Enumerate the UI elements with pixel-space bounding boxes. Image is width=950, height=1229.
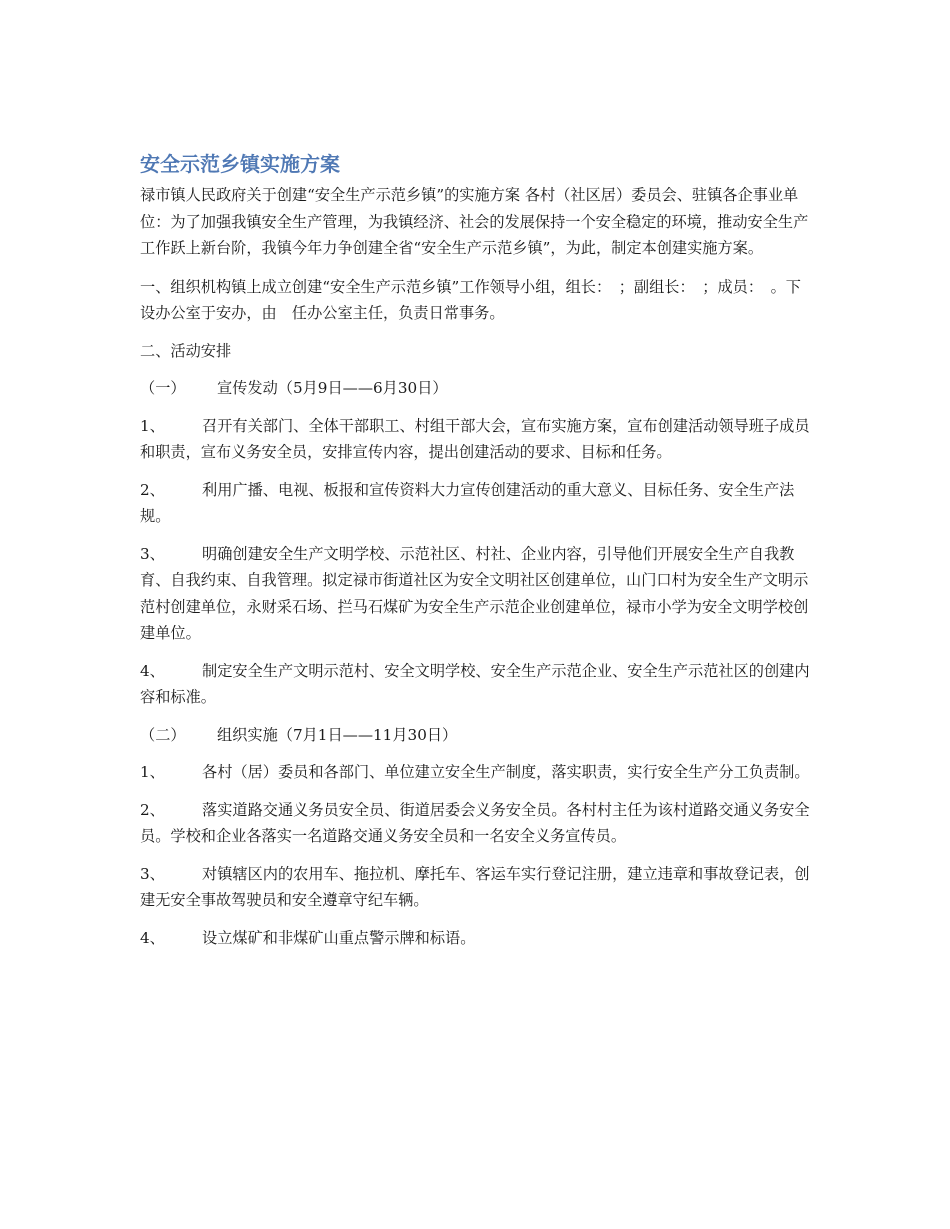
item-number: 4、 (140, 928, 165, 947)
subsection-number: （一） (140, 379, 186, 397)
item-number: 1、 (140, 763, 165, 781)
item-text: 明确创建安全生产文明学校、示范社区、村社、企业内容，引导他们开展安全生产自我教育、自我约束、自我管理。拟定禄市街道社区为安全文明社区创建单位，山门口村为安全生产文明示范村创建单位，永财采石场、拦马石煤矿为安全生产示范企业创建单位，禄市小学为安全文明学校创建单位。 (140, 544, 809, 642)
item-text: 落实道路交通义务员安全员、街道居委会义务安全员。各村村主任为该村道路交通义务安全员。学校和企业各落实一名道路交通义务安全员和一名安全义务宣传员。 (140, 800, 810, 845)
item-text: 召开有关部门、全体干部职工、村组干部大会，宣布实施方案，宣布创建活动领导班子成员和职责，宣布义务安全员，安排宣传内容，提出创建活动的要求、目标和任务。 (140, 416, 810, 461)
list-item (140, 477, 810, 530)
list-item (140, 658, 810, 711)
item-text: 各村（居）委员和各部门、单位建立安全生产制度，落实职责，实行安全生产分工负责制。 (202, 763, 810, 781)
item-number: 2、 (140, 800, 165, 819)
item-text: 制定安全生产文明示范村、安全文明学校、安全生产示范企业、安全生产示范社区的创建内容和标准。 (140, 661, 810, 706)
item-number: 3、 (140, 544, 165, 563)
list-item (140, 925, 810, 952)
list-item (140, 797, 810, 850)
list-item (140, 861, 810, 914)
subsection-text: 组织实施（7月1日——11月30日） (217, 725, 458, 744)
item-text: 对镇辖区内的农用车、拖拉机、摩托车、客运车实行登记注册，建立违章和事故登记表，创建无安全事故驾驶员和安全遵章守纪车辆。 (140, 864, 810, 909)
intro-paragraph: 禄市镇人民政府关于创建“安全生产示范乡镇”的实施方案 各村（社区居）委员会、驻镇各企事业单位：为了加强我镇安全生产管理，为我镇经济、社会的发展保持一个安全稳定的环境，推动安全生产工作跃上新台阶，我镇今年力争创建全省“安全生产示范乡镇”，为此，制定本创建实施方案。 (140, 186, 809, 257)
item-number: 2、 (140, 480, 165, 499)
item-number: 1、 (140, 416, 165, 435)
item-number: 4、 (140, 661, 165, 680)
list-item (140, 541, 810, 647)
document-title: 安全示范乡镇实施方案 (140, 152, 340, 176)
section-organization: 一、组织机构镇上成立创建“安全生产示范乡镇”工作领导小组，组长： ；副组长： ；成员： 。下设办公室于安办，由 任办公室主任，负责日常事务。 (140, 277, 801, 322)
item-number: 3、 (140, 864, 165, 883)
list-item (140, 759, 810, 786)
section-activities-heading: 二、活动安排 (140, 341, 232, 360)
subsection-number: （二） (140, 725, 186, 744)
subsection-implementation-heading (140, 722, 810, 749)
list-item (140, 413, 810, 466)
subsection-publicity-heading (140, 375, 810, 402)
document-page (140, 150, 810, 962)
item-text: 利用广播、电视、板报和宣传资料大力宣传创建活动的重大意义、目标任务、安全生产法规。 (140, 480, 795, 525)
subsection-text: 宣传发动（5月9日——6月30日） (217, 379, 448, 397)
item-text: 设立煤矿和非煤矿山重点警示牌和标语。 (202, 928, 476, 947)
